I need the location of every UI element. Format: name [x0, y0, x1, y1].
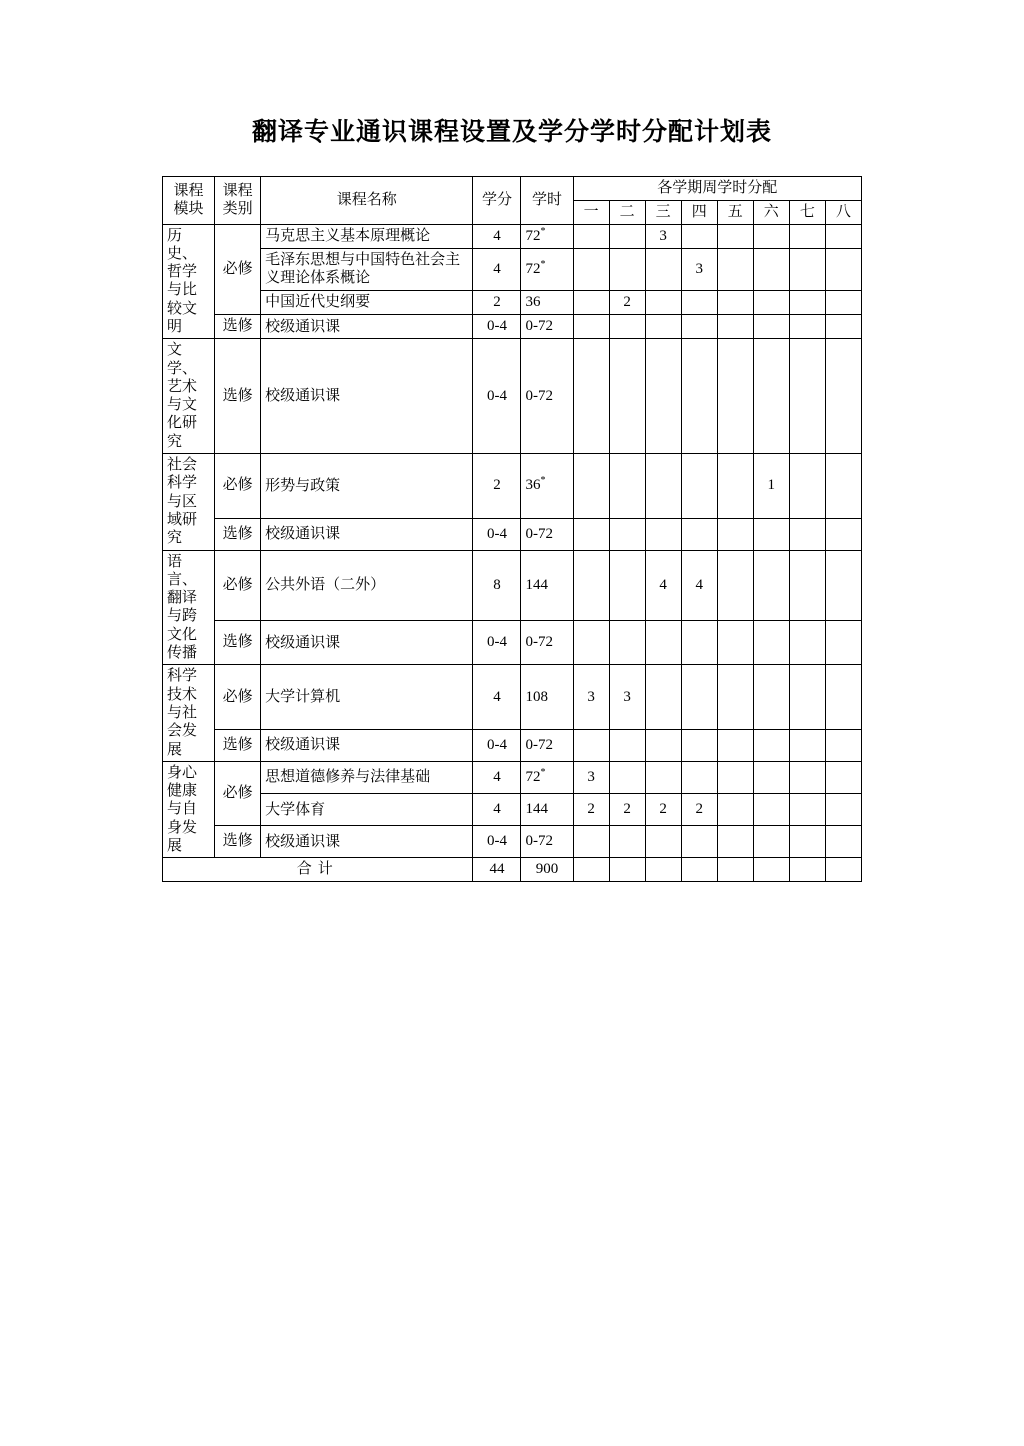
term-1-cell: 3 [573, 665, 609, 729]
course-name-cell: 校级通识课 [261, 339, 473, 454]
total-term-5 [717, 858, 753, 882]
term-8-cell [825, 290, 861, 314]
term-4-cell [681, 518, 717, 550]
header-term-3: 三 [645, 200, 681, 224]
course-type-cell: 必修 [215, 665, 261, 729]
credit-cell: 0-4 [473, 826, 521, 858]
table-header-row-1 [163, 177, 862, 201]
term-8-cell [825, 454, 861, 518]
term-7-cell [789, 761, 825, 793]
term-7-cell [789, 621, 825, 665]
term-3-cell [645, 339, 681, 454]
term-2-cell [609, 339, 645, 454]
hours-cell: 0-72 [521, 826, 573, 858]
term-7-cell [789, 454, 825, 518]
header-credit: 学分 [473, 177, 521, 225]
term-4-cell [681, 290, 717, 314]
header-term-5: 五 [717, 200, 753, 224]
term-1-cell: 2 [573, 793, 609, 825]
total-credit: 44 [473, 858, 521, 882]
total-term-4 [681, 858, 717, 882]
course-type-cell: 选修 [215, 518, 261, 550]
course-name-cell: 校级通识课 [261, 729, 473, 761]
module-cell: 语言、翻译与跨文化传播 [163, 550, 215, 665]
table-row [163, 339, 862, 454]
term-4-cell: 3 [681, 248, 717, 290]
term-5-cell [717, 665, 753, 729]
term-2-cell [609, 314, 645, 338]
header-module-line2: 模块 [173, 201, 204, 218]
table-row [163, 314, 862, 338]
term-4-cell [681, 665, 717, 729]
course-plan-table [162, 176, 862, 882]
term-5-cell [717, 314, 753, 338]
term-5-cell [717, 518, 753, 550]
credit-cell: 2 [473, 290, 521, 314]
term-3-cell [645, 454, 681, 518]
term-4-cell [681, 224, 717, 248]
term-3-cell [645, 761, 681, 793]
course-name-cell: 大学体育 [261, 793, 473, 825]
term-2-cell: 2 [609, 793, 645, 825]
total-term-1 [573, 858, 609, 882]
credit-cell: 4 [473, 248, 521, 290]
module-cell: 身心健康与自身发展 [163, 761, 215, 857]
table-row [163, 518, 862, 550]
term-3-cell [645, 314, 681, 338]
term-2-cell [609, 550, 645, 621]
table-row [163, 454, 862, 518]
credit-cell: 2 [473, 454, 521, 518]
credit-cell: 4 [473, 761, 521, 793]
page-title: 翻译专业通识课程设置及学分学时分配计划表 [251, 118, 772, 146]
term-1-cell [573, 339, 609, 454]
table-row [163, 290, 862, 314]
course-type-cell: 选修 [215, 314, 261, 338]
term-6-cell [753, 793, 789, 825]
term-1-cell [573, 621, 609, 665]
term-6-cell [753, 290, 789, 314]
course-name-cell: 马克思主义基本原理概论 [261, 224, 473, 248]
course-type-cell: 必修 [215, 454, 261, 518]
term-8-cell [825, 793, 861, 825]
table-row [163, 621, 862, 665]
course-name-cell: 毛泽东思想与中国特色社会主义理论体系概论 [261, 248, 473, 290]
term-3-cell: 4 [645, 550, 681, 621]
header-module-line1: 课程 [173, 183, 204, 200]
term-2-cell [609, 224, 645, 248]
term-4-cell [681, 729, 717, 761]
course-type-cell: 选修 [215, 729, 261, 761]
term-1-cell: 3 [573, 761, 609, 793]
header-term-7: 七 [789, 200, 825, 224]
header-type-line1: 课程 [222, 183, 253, 200]
term-2-cell: 3 [609, 665, 645, 729]
term-6-cell [753, 550, 789, 621]
header-type [215, 177, 261, 225]
table-row [163, 729, 862, 761]
header-terms-group: 各学期周学时分配 [573, 177, 861, 201]
hours-cell: 36 [521, 290, 573, 314]
header-term-2: 二 [609, 200, 645, 224]
course-type-cell: 必修 [215, 761, 261, 825]
term-1-cell [573, 729, 609, 761]
table-row [163, 826, 862, 858]
term-8-cell [825, 248, 861, 290]
module-cell: 历史、哲学与比较文明 [163, 224, 215, 339]
hours-footnote-marker: * [540, 767, 546, 779]
credit-cell: 4 [473, 224, 521, 248]
table-total-row [163, 858, 862, 882]
term-1-cell [573, 454, 609, 518]
term-6-cell [753, 621, 789, 665]
term-5-cell [717, 224, 753, 248]
term-8-cell [825, 621, 861, 665]
course-name-cell: 大学计算机 [261, 665, 473, 729]
course-type-cell: 必修 [215, 550, 261, 621]
table-row [163, 550, 862, 621]
hours-cell: 0-72 [521, 518, 573, 550]
term-3-cell [645, 290, 681, 314]
term-3-cell [645, 729, 681, 761]
credit-cell: 0-4 [473, 314, 521, 338]
term-4-cell [681, 314, 717, 338]
header-course-name: 课程名称 [261, 177, 473, 225]
course-type-cell: 选修 [215, 621, 261, 665]
header-module [163, 177, 215, 225]
hours-cell: 108 [521, 665, 573, 729]
term-6-cell [753, 518, 789, 550]
term-2-cell [609, 248, 645, 290]
term-4-cell: 4 [681, 550, 717, 621]
credit-cell: 4 [473, 665, 521, 729]
term-2-cell [609, 621, 645, 665]
term-2-cell [609, 729, 645, 761]
term-5-cell [717, 290, 753, 314]
header-term-4: 四 [681, 200, 717, 224]
term-6-cell [753, 339, 789, 454]
header-term-6: 六 [753, 200, 789, 224]
course-type-cell: 必修 [215, 224, 261, 314]
term-8-cell [825, 314, 861, 338]
term-2-cell [609, 826, 645, 858]
term-6-cell [753, 314, 789, 338]
term-2-cell: 2 [609, 290, 645, 314]
total-term-7 [789, 858, 825, 882]
term-7-cell [789, 550, 825, 621]
term-4-cell: 2 [681, 793, 717, 825]
term-5-cell [717, 793, 753, 825]
term-7-cell [789, 518, 825, 550]
term-8-cell [825, 665, 861, 729]
hours-cell: 144 [521, 550, 573, 621]
total-term-2 [609, 858, 645, 882]
term-6-cell [753, 761, 789, 793]
term-7-cell [789, 224, 825, 248]
term-5-cell [717, 248, 753, 290]
term-5-cell [717, 826, 753, 858]
term-1-cell [573, 314, 609, 338]
term-5-cell [717, 761, 753, 793]
total-term-3 [645, 858, 681, 882]
term-8-cell [825, 729, 861, 761]
term-8-cell [825, 339, 861, 454]
term-7-cell [789, 339, 825, 454]
term-3-cell [645, 665, 681, 729]
term-1-cell [573, 290, 609, 314]
term-2-cell [609, 761, 645, 793]
term-5-cell [717, 454, 753, 518]
term-1-cell [573, 248, 609, 290]
term-4-cell [681, 339, 717, 454]
total-label: 合计 [163, 858, 473, 882]
table-row [163, 248, 862, 290]
hours-cell: 36* [521, 454, 573, 518]
course-name-cell: 校级通识课 [261, 826, 473, 858]
hours-cell: 0-72 [521, 729, 573, 761]
term-7-cell [789, 729, 825, 761]
hours-cell: 72* [521, 224, 573, 248]
term-7-cell [789, 826, 825, 858]
term-5-cell [717, 550, 753, 621]
term-2-cell [609, 454, 645, 518]
table-row [163, 665, 862, 729]
hours-footnote-marker: * [540, 225, 546, 237]
credit-cell: 4 [473, 793, 521, 825]
course-name-cell: 校级通识课 [261, 518, 473, 550]
total-hours: 900 [521, 858, 573, 882]
term-6-cell [753, 826, 789, 858]
module-cell: 文学、艺术与文化研究 [163, 339, 215, 454]
term-8-cell [825, 224, 861, 248]
table-row [163, 224, 862, 248]
course-name-cell: 形势与政策 [261, 454, 473, 518]
hours-cell: 0-72 [521, 339, 573, 454]
hours-cell: 0-72 [521, 621, 573, 665]
hours-cell: 72* [521, 761, 573, 793]
course-type-cell: 选修 [215, 826, 261, 858]
header-hours: 学时 [521, 177, 573, 225]
term-6-cell [753, 729, 789, 761]
course-type-cell: 选修 [215, 339, 261, 454]
term-3-cell: 2 [645, 793, 681, 825]
credit-cell: 0-4 [473, 729, 521, 761]
hours-cell: 144 [521, 793, 573, 825]
term-6-cell [753, 224, 789, 248]
header-type-line2: 类别 [222, 201, 253, 218]
term-3-cell: 3 [645, 224, 681, 248]
hours-footnote-marker: * [540, 475, 546, 487]
term-4-cell [681, 761, 717, 793]
term-7-cell [789, 314, 825, 338]
term-8-cell [825, 550, 861, 621]
header-term-8: 八 [825, 200, 861, 224]
term-3-cell [645, 621, 681, 665]
term-6-cell: 1 [753, 454, 789, 518]
term-3-cell [645, 826, 681, 858]
term-1-cell [573, 550, 609, 621]
term-5-cell [717, 621, 753, 665]
term-6-cell [753, 248, 789, 290]
course-name-cell: 中国近代史纲要 [261, 290, 473, 314]
term-7-cell [789, 793, 825, 825]
term-2-cell [609, 518, 645, 550]
course-name-cell: 校级通识课 [261, 621, 473, 665]
term-3-cell [645, 248, 681, 290]
term-7-cell [789, 248, 825, 290]
table-body [163, 224, 862, 858]
credit-cell: 0-4 [473, 621, 521, 665]
term-5-cell [717, 729, 753, 761]
hours-cell: 72* [521, 248, 573, 290]
term-8-cell [825, 518, 861, 550]
term-7-cell [789, 290, 825, 314]
term-1-cell [573, 224, 609, 248]
total-term-6 [753, 858, 789, 882]
total-term-8 [825, 858, 861, 882]
table-row [163, 761, 862, 793]
term-8-cell [825, 826, 861, 858]
term-3-cell [645, 518, 681, 550]
course-plan-table-wrapper [162, 176, 862, 882]
header-term-1: 一 [573, 200, 609, 224]
term-7-cell [789, 665, 825, 729]
term-5-cell [717, 339, 753, 454]
table-row [163, 793, 862, 825]
term-1-cell [573, 518, 609, 550]
module-cell: 社会科学与区域研究 [163, 454, 215, 550]
course-name-cell: 校级通识课 [261, 314, 473, 338]
credit-cell: 8 [473, 550, 521, 621]
module-cell: 科学技术与社会发展 [163, 665, 215, 761]
term-8-cell [825, 761, 861, 793]
term-6-cell [753, 665, 789, 729]
course-name-cell: 思想道德修养与法律基础 [261, 761, 473, 793]
credit-cell: 0-4 [473, 518, 521, 550]
term-1-cell [573, 826, 609, 858]
term-4-cell [681, 621, 717, 665]
credit-cell: 0-4 [473, 339, 521, 454]
hours-cell: 0-72 [521, 314, 573, 338]
hours-footnote-marker: * [540, 258, 546, 270]
term-4-cell [681, 826, 717, 858]
course-name-cell: 公共外语（二外） [261, 550, 473, 621]
term-4-cell [681, 454, 717, 518]
